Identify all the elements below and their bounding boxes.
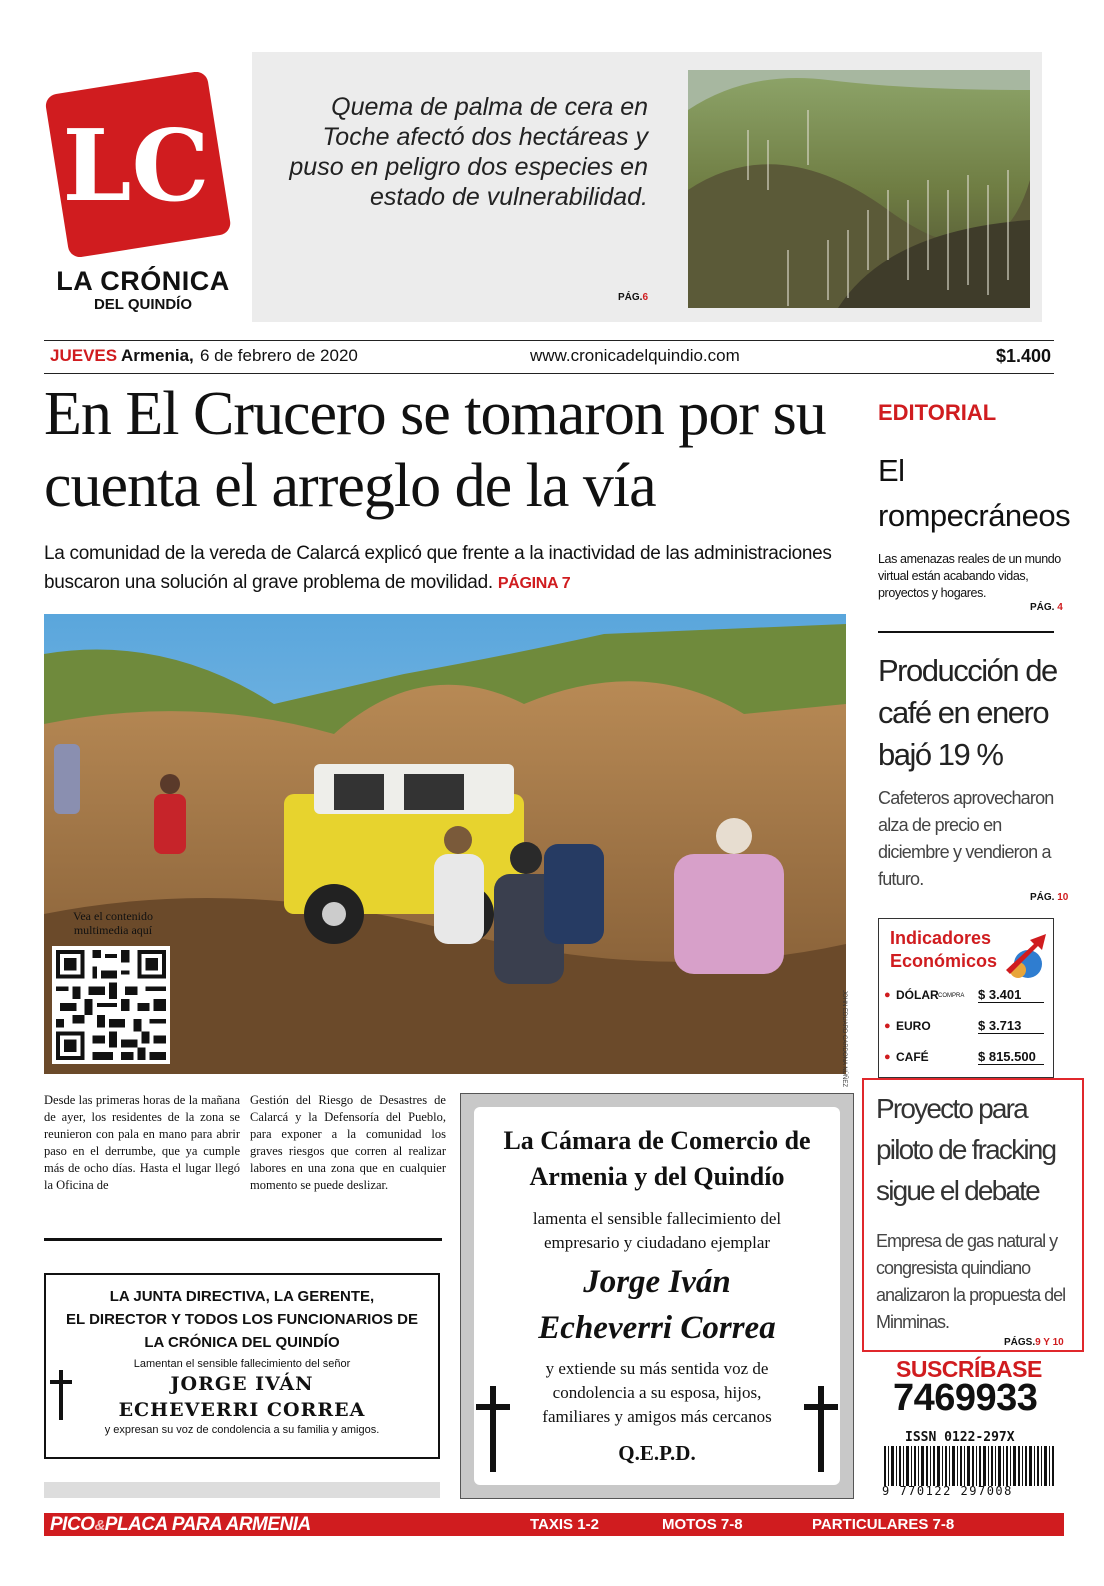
indicator-sublabel: COMPRA: [938, 993, 965, 999]
main-body-col1: Desde las primeras horas de la mañana de ayer, los residentes de la zona se reunieron con pala en mano para abrir paso en el derrumbe, que ya cumple más de ocho días. Hasta el lugar llegó la Oficina de: [44, 1093, 240, 1192]
divider: [44, 1482, 440, 1498]
editorial-title[interactable]: El rompecráneos: [878, 453, 1071, 533]
indicator-row-cafe: [884, 1048, 1048, 1068]
masthead-name-line1: LA CRÓNICA: [56, 266, 230, 296]
notice-line: Lamentan el sensible fallecimiento del señor: [133, 1358, 351, 1370]
bullet-icon: ●: [884, 1020, 891, 1032]
subscribe-phone[interactable]: 7469933: [893, 1377, 1038, 1419]
pico-placa-particulares: PARTICULARES 7-8: [812, 1516, 955, 1533]
price: $1.400: [996, 346, 1052, 366]
notice-head: La Cámara de Comercio de Armenia y del Quindío: [503, 1126, 811, 1191]
notice-name: Jorge Iván: [583, 1264, 731, 1300]
main-deck-page-ref[interactable]: PÁGINA 7: [497, 575, 571, 592]
dateline-city: Armenia,: [121, 346, 194, 365]
qr-code-icon: [52, 946, 170, 1064]
bullet-icon: ●: [884, 989, 891, 1001]
promo-text[interactable]: Quema de palma de cera en Toche afectó dos hectáreas y puso en peligro dos especies en estado de vulnerabilidad.: [289, 93, 648, 211]
bullet-icon: ●: [884, 1051, 891, 1063]
dateline-date: 6 de febrero de 2020: [200, 346, 358, 365]
pico-placa-motos: MOTOS 7-8: [662, 1516, 743, 1533]
editorial-page-ref[interactable]: PÁG. 4: [1030, 602, 1063, 613]
indicator-value: $ 3.713: [978, 1018, 1044, 1034]
indicator-label: CAFÉ: [896, 1050, 929, 1064]
main-body-col2: Gestión del Riesgo de Desastres de Calarcá y la Defensoría del Pueblo, para exponer a la comunidad los graves riesgos que corren al realizar labores en una zona que en cualquier momento se puede deslizar.: [250, 1093, 446, 1192]
fracking-title[interactable]: Proyecto para piloto de fracking sigue el debate: [876, 1093, 1056, 1206]
notice-name: ECHEVERRI CORREA: [118, 1399, 366, 1421]
notice-name: Echeverri Correa: [538, 1310, 776, 1346]
notice-line: y expresan su voz de condolencia a su familia y amigos.: [104, 1424, 380, 1436]
main-deck-text: La comunidad de la vereda de Calarcá explicó que frente a la inactividad de las administraciones buscaron una solución al grave problema de movilidad.: [44, 543, 832, 593]
barcode-number: 9 770122 297008: [882, 1484, 1013, 1498]
fracking-page-ref[interactable]: PÁGS.9 Y 10: [1004, 1337, 1064, 1348]
pico-placa-taxis: TAXIS 1-2: [530, 1516, 599, 1533]
cross-icon: [804, 1386, 838, 1472]
masthead-name-line2: DEL QUINDÍO: [93, 296, 193, 313]
divider: [44, 1238, 442, 1241]
fracking-text: Empresa de gas natural y congresista quindiano analizaron la propuesta del Minminas.: [876, 1231, 1066, 1332]
pico-placa-title: PICO&PLACA PARA ARMENIA: [50, 1514, 311, 1535]
main-headline[interactable]: En El Crucero se tomaron por su cuenta el arreglo de la vía: [44, 380, 826, 520]
website-link[interactable]: www.cronicadelquindio.com: [530, 346, 740, 365]
notice-line: EL DIRECTOR Y TODOS LOS FUNCIONARIOS DE: [66, 1311, 418, 1328]
photo-credit: JOHN EDUARD CARDONA NÚÑEZ: [841, 990, 847, 1088]
indicator-label: DÓLAR: [896, 988, 939, 1002]
subscribe-label: SUSCRÍBASE: [896, 1356, 1042, 1382]
qr-code[interactable]: [52, 946, 170, 1064]
cafe-title[interactable]: Producción de café en enero bajó 19 %: [878, 653, 1057, 772]
cross-icon: [476, 1386, 510, 1472]
notice-body: lamenta el sensible fallecimiento del empresario y ciudadano ejemplar: [532, 1209, 782, 1252]
indicators-title-line1: Indicadores: [890, 928, 992, 948]
promo-page-ref[interactable]: PÁG.6: [617, 292, 648, 303]
issn: ISSN 0122-297X: [905, 1430, 1015, 1445]
notice-qepd: Q.E.P.D.: [618, 1441, 696, 1465]
indicator-value: $ 3.401: [978, 987, 1044, 1003]
cafe-text: Cafeteros aprovecharon alza de precio en diciembre y vendieron a futuro.: [878, 788, 1054, 889]
logo-mark: [44, 72, 232, 257]
svg-text:LC: LC: [62, 109, 210, 224]
barcode-icon: [884, 1446, 1054, 1486]
divider: [878, 631, 1054, 633]
barcode: [884, 1446, 1054, 1486]
indicator-row-dolar: [884, 986, 1048, 1006]
notice-line: LA CRÓNICA DEL QUINDÍO: [144, 1334, 340, 1351]
cross-icon: [50, 1370, 72, 1420]
trend-arrow-icon: [1000, 930, 1050, 982]
indicator-value: $ 815.500: [978, 1049, 1044, 1065]
cafe-page-ref[interactable]: PÁG. 10: [1030, 892, 1069, 903]
obituary-notice-cronica: [44, 1273, 440, 1459]
notice-name: JORGE IVÁN: [170, 1373, 314, 1395]
hillside-image: [688, 70, 1030, 308]
indicator-row-euro: [884, 1017, 1048, 1037]
editorial-text: Las amenazas reales de un mundo virtual están acabando vidas, proyectos y hogares.: [878, 552, 1061, 600]
obituary-notice-inner: [474, 1107, 840, 1485]
editorial-label: EDITORIAL: [878, 400, 997, 425]
indicators-title-line2: Económicos: [890, 951, 998, 971]
notice-line: LA JUNTA DIRECTIVA, LA GERENTE,: [109, 1288, 375, 1305]
dateline-day: JUEVES: [50, 346, 118, 365]
logo: [44, 72, 232, 257]
qr-label: Vea el contenido multimedia aquí: [73, 909, 153, 937]
masthead-name: [48, 266, 238, 313]
notice-body: y extiende su más sentida voz de condolencia a su esposa, hijos, familiares y amigos más cercanos: [542, 1359, 772, 1426]
main-deck[interactable]: [44, 539, 844, 598]
indicator-label: EURO: [896, 1019, 931, 1033]
promo-photo[interactable]: [688, 70, 1030, 308]
indicators-title: [890, 927, 997, 973]
